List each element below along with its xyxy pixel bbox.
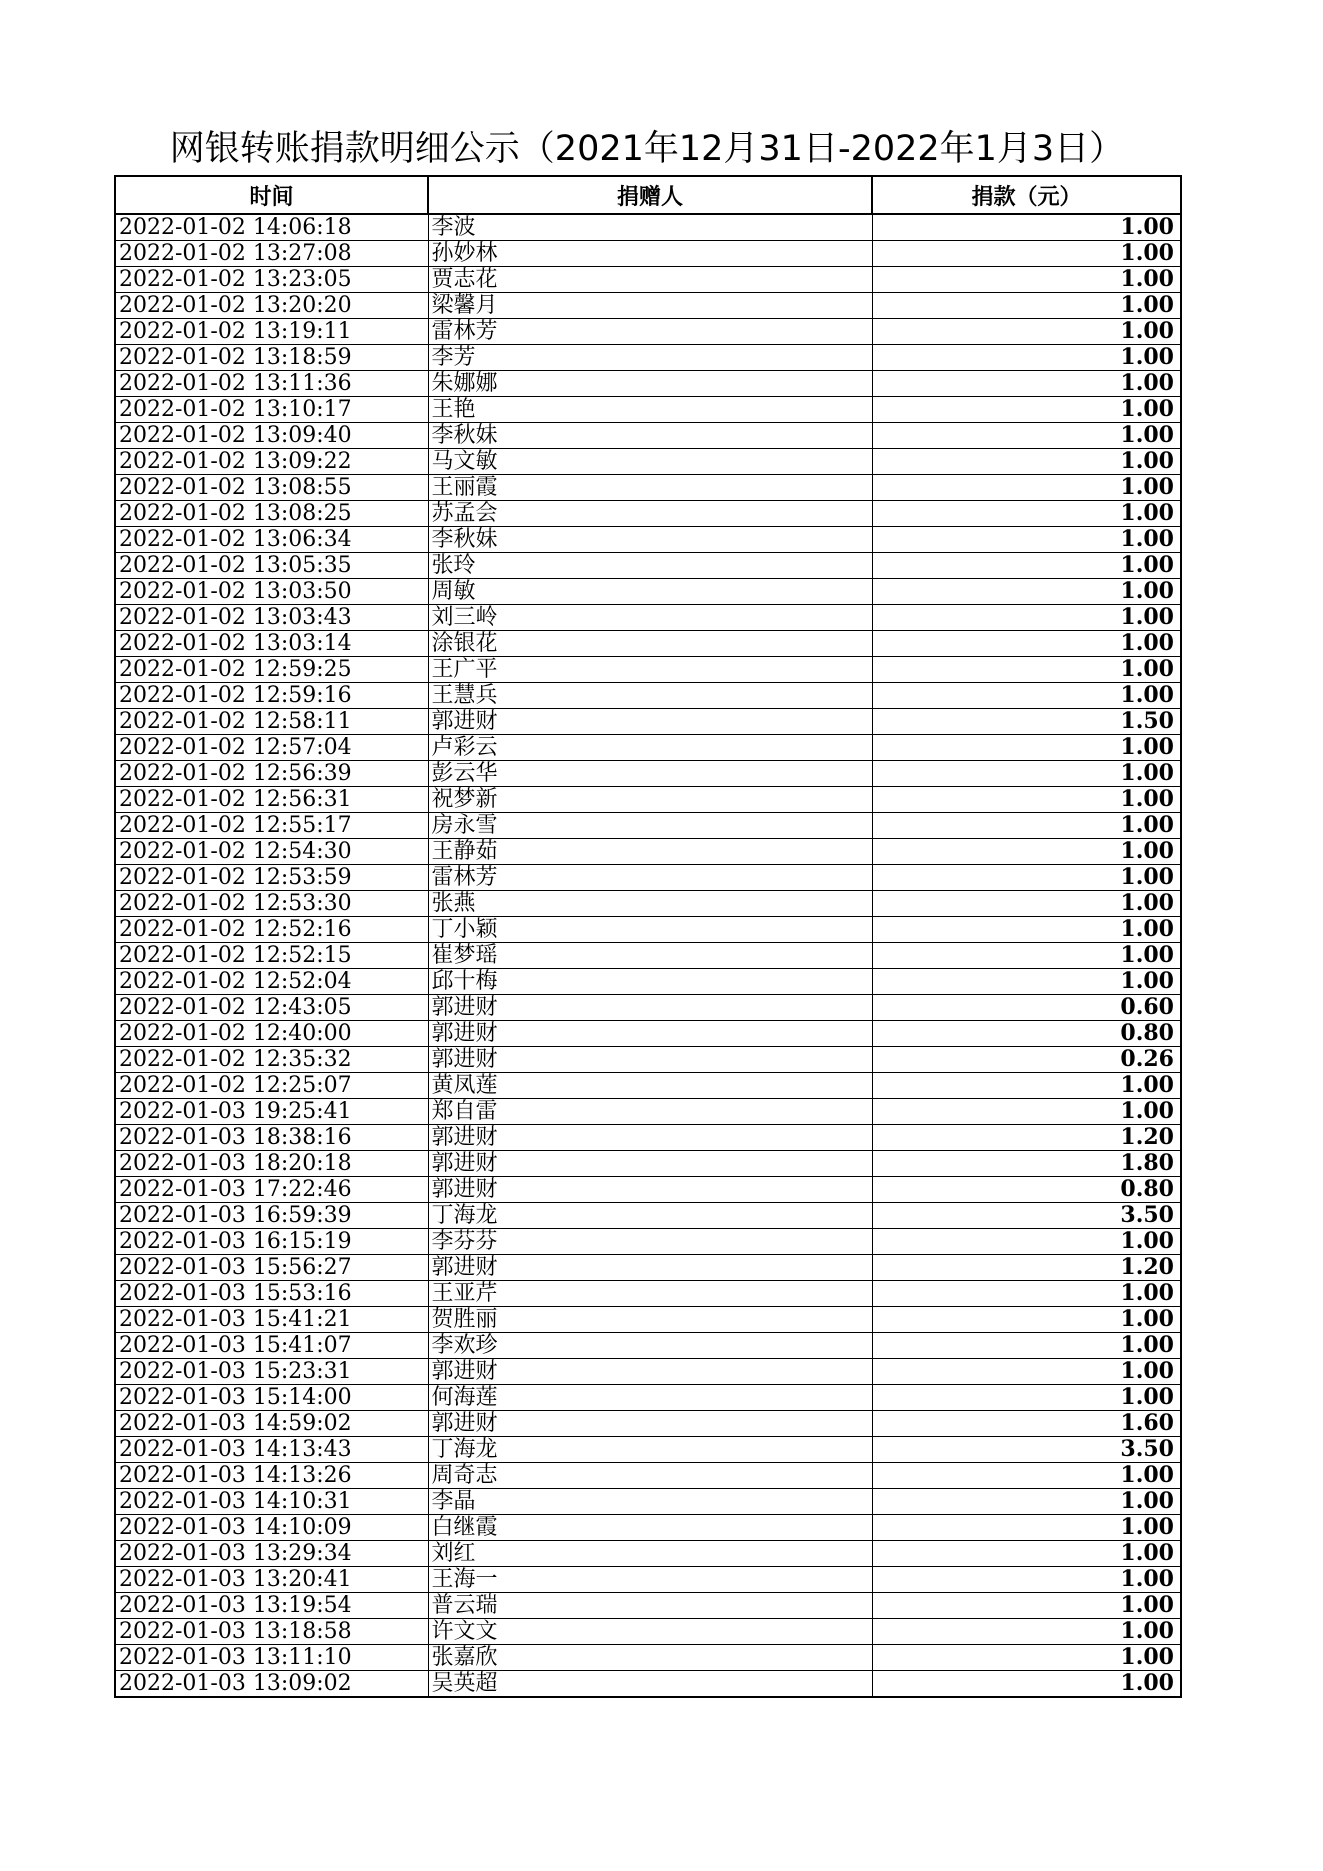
donor-cell: 普云瑞 <box>428 1593 872 1619</box>
table-row <box>115 969 1181 995</box>
donor-cell: 黄凤莲 <box>428 1073 872 1099</box>
table-row <box>115 345 1181 371</box>
table-row <box>115 397 1181 423</box>
amount-cell: 1.00 <box>872 1073 1181 1099</box>
time-cell: 2022-01-02 12:52:16 <box>115 917 428 943</box>
time-cell: 2022-01-02 13:05:35 <box>115 553 428 579</box>
table-row <box>115 1463 1181 1489</box>
amount-cell: 1.00 <box>872 813 1181 839</box>
donor-cell: 雷林芳 <box>428 319 872 345</box>
amount-cell: 1.00 <box>872 423 1181 449</box>
table-row <box>115 214 1181 241</box>
donor-cell: 崔梦瑶 <box>428 943 872 969</box>
donor-cell: 李芬芬 <box>428 1229 872 1255</box>
time-cell: 2022-01-02 12:54:30 <box>115 839 428 865</box>
time-cell: 2022-01-02 13:10:17 <box>115 397 428 423</box>
donor-cell: 王丽霞 <box>428 475 872 501</box>
time-cell: 2022-01-02 12:52:15 <box>115 943 428 969</box>
table-row <box>115 1047 1181 1073</box>
donor-cell: 吴英超 <box>428 1671 872 1698</box>
donor-cell: 马文敏 <box>428 449 872 475</box>
time-cell: 2022-01-02 14:06:18 <box>115 214 428 241</box>
donor-cell: 李秋妹 <box>428 423 872 449</box>
amount-cell: 1.00 <box>872 1281 1181 1307</box>
donor-cell: 贺胜丽 <box>428 1307 872 1333</box>
table-row <box>115 267 1181 293</box>
amount-cell: 1.80 <box>872 1151 1181 1177</box>
donor-cell: 刘三岭 <box>428 605 872 631</box>
donor-cell: 李欢珍 <box>428 1333 872 1359</box>
table-row <box>115 865 1181 891</box>
amount-cell: 0.60 <box>872 995 1181 1021</box>
donor-cell: 王广平 <box>428 657 872 683</box>
amount-cell: 1.00 <box>872 397 1181 423</box>
donor-cell: 孙妙林 <box>428 241 872 267</box>
table-row <box>115 761 1181 787</box>
time-cell: 2022-01-03 13:18:58 <box>115 1619 428 1645</box>
time-cell: 2022-01-02 13:18:59 <box>115 345 428 371</box>
amount-cell: 1.00 <box>872 345 1181 371</box>
donor-cell: 雷林芳 <box>428 865 872 891</box>
time-cell: 2022-01-02 12:58:11 <box>115 709 428 735</box>
donor-cell: 郭进财 <box>428 1359 872 1385</box>
table-row <box>115 995 1181 1021</box>
time-cell: 2022-01-02 13:03:50 <box>115 579 428 605</box>
amount-cell: 1.00 <box>872 1671 1181 1698</box>
table-row <box>115 839 1181 865</box>
table-row <box>115 501 1181 527</box>
amount-cell: 1.00 <box>872 1489 1181 1515</box>
amount-cell: 1.00 <box>872 917 1181 943</box>
time-cell: 2022-01-03 15:41:21 <box>115 1307 428 1333</box>
time-cell: 2022-01-03 17:22:46 <box>115 1177 428 1203</box>
amount-cell: 1.00 <box>872 1099 1181 1125</box>
table-row <box>115 787 1181 813</box>
header-time: 时间 <box>115 176 428 214</box>
table-row <box>115 527 1181 553</box>
table-row <box>115 1593 1181 1619</box>
time-cell: 2022-01-03 15:14:00 <box>115 1385 428 1411</box>
amount-cell: 1.00 <box>872 241 1181 267</box>
time-cell: 2022-01-02 13:11:36 <box>115 371 428 397</box>
donor-cell: 丁小颖 <box>428 917 872 943</box>
table-row <box>115 1671 1181 1698</box>
table-row <box>115 1307 1181 1333</box>
table-row <box>115 1255 1181 1281</box>
amount-cell: 1.00 <box>872 1515 1181 1541</box>
amount-cell: 1.00 <box>872 1385 1181 1411</box>
time-cell: 2022-01-02 12:56:39 <box>115 761 428 787</box>
time-cell: 2022-01-03 13:11:10 <box>115 1645 428 1671</box>
amount-cell: 1.20 <box>872 1255 1181 1281</box>
time-cell: 2022-01-03 19:25:41 <box>115 1099 428 1125</box>
time-cell: 2022-01-02 12:53:59 <box>115 865 428 891</box>
amount-cell: 1.00 <box>872 293 1181 319</box>
time-cell: 2022-01-02 12:43:05 <box>115 995 428 1021</box>
table-row <box>115 553 1181 579</box>
table-row <box>115 709 1181 735</box>
table-row <box>115 1229 1181 1255</box>
amount-cell: 1.00 <box>872 683 1181 709</box>
donor-cell: 李晶 <box>428 1489 872 1515</box>
table-row <box>115 241 1181 267</box>
donor-cell: 郭进财 <box>428 1047 872 1073</box>
donor-cell: 苏孟会 <box>428 501 872 527</box>
donor-cell: 王海一 <box>428 1567 872 1593</box>
amount-cell: 1.00 <box>872 1645 1181 1671</box>
time-cell: 2022-01-02 12:59:16 <box>115 683 428 709</box>
header-amount: 捐款（元） <box>872 176 1181 214</box>
table-row <box>115 1151 1181 1177</box>
amount-cell: 1.00 <box>872 527 1181 553</box>
table-row <box>115 631 1181 657</box>
table-row <box>115 1177 1181 1203</box>
amount-cell: 0.26 <box>872 1047 1181 1073</box>
donor-cell: 郑自雷 <box>428 1099 872 1125</box>
table-row <box>115 1281 1181 1307</box>
time-cell: 2022-01-02 13:20:20 <box>115 293 428 319</box>
table-row <box>115 1645 1181 1671</box>
time-cell: 2022-01-02 12:56:31 <box>115 787 428 813</box>
time-cell: 2022-01-02 13:09:40 <box>115 423 428 449</box>
amount-cell: 1.20 <box>872 1125 1181 1151</box>
time-cell: 2022-01-03 15:56:27 <box>115 1255 428 1281</box>
time-cell: 2022-01-02 12:40:00 <box>115 1021 428 1047</box>
amount-cell: 1.50 <box>872 709 1181 735</box>
amount-cell: 0.80 <box>872 1177 1181 1203</box>
amount-cell: 1.00 <box>872 787 1181 813</box>
table-row <box>115 423 1181 449</box>
table-row <box>115 1567 1181 1593</box>
time-cell: 2022-01-02 12:55:17 <box>115 813 428 839</box>
table-row <box>115 449 1181 475</box>
table-row <box>115 891 1181 917</box>
table-row <box>115 1021 1181 1047</box>
amount-cell: 1.00 <box>872 969 1181 995</box>
amount-cell: 1.00 <box>872 553 1181 579</box>
amount-cell: 1.00 <box>872 1463 1181 1489</box>
donor-cell: 张玲 <box>428 553 872 579</box>
donor-cell: 王亚芹 <box>428 1281 872 1307</box>
table-header-row <box>115 176 1181 214</box>
donor-cell: 郭进财 <box>428 1125 872 1151</box>
table-row <box>115 1437 1181 1463</box>
amount-cell: 1.00 <box>872 839 1181 865</box>
donor-cell: 许文文 <box>428 1619 872 1645</box>
donor-cell: 郭进财 <box>428 1411 872 1437</box>
time-cell: 2022-01-03 18:20:18 <box>115 1151 428 1177</box>
amount-cell: 1.00 <box>872 631 1181 657</box>
table-row <box>115 579 1181 605</box>
amount-cell: 1.00 <box>872 579 1181 605</box>
donor-cell: 郭进财 <box>428 995 872 1021</box>
time-cell: 2022-01-02 12:57:04 <box>115 735 428 761</box>
amount-cell: 1.00 <box>872 657 1181 683</box>
table-row <box>115 735 1181 761</box>
table-row <box>115 917 1181 943</box>
amount-cell: 1.00 <box>872 501 1181 527</box>
donor-cell: 邱十梅 <box>428 969 872 995</box>
donor-cell: 丁海龙 <box>428 1437 872 1463</box>
table-row <box>115 1359 1181 1385</box>
donor-cell: 周敏 <box>428 579 872 605</box>
amount-cell: 1.60 <box>872 1411 1181 1437</box>
donor-cell: 卢彩云 <box>428 735 872 761</box>
table-row <box>115 1515 1181 1541</box>
donor-cell: 周奇志 <box>428 1463 872 1489</box>
amount-cell: 1.00 <box>872 1229 1181 1255</box>
donor-cell: 祝梦新 <box>428 787 872 813</box>
table-row <box>115 1489 1181 1515</box>
table-row <box>115 371 1181 397</box>
donor-cell: 张嘉欣 <box>428 1645 872 1671</box>
time-cell: 2022-01-02 12:25:07 <box>115 1073 428 1099</box>
time-cell: 2022-01-03 13:20:41 <box>115 1567 428 1593</box>
amount-cell: 1.00 <box>872 449 1181 475</box>
donor-cell: 郭进财 <box>428 1151 872 1177</box>
time-cell: 2022-01-03 13:09:02 <box>115 1671 428 1698</box>
header-donor: 捐赠人 <box>428 176 872 214</box>
donor-cell: 王静茹 <box>428 839 872 865</box>
time-cell: 2022-01-02 13:03:14 <box>115 631 428 657</box>
donor-cell: 郭进财 <box>428 1021 872 1047</box>
donor-cell: 刘红 <box>428 1541 872 1567</box>
donor-cell: 王慧兵 <box>428 683 872 709</box>
table-row <box>115 1099 1181 1125</box>
donor-cell: 张燕 <box>428 891 872 917</box>
donor-cell: 李秋妹 <box>428 527 872 553</box>
donor-cell: 白继霞 <box>428 1515 872 1541</box>
amount-cell: 1.00 <box>872 943 1181 969</box>
donor-cell: 彭云华 <box>428 761 872 787</box>
donor-cell: 郭进财 <box>428 1255 872 1281</box>
time-cell: 2022-01-03 14:10:09 <box>115 1515 428 1541</box>
time-cell: 2022-01-03 14:13:43 <box>115 1437 428 1463</box>
page-title: 网银转账捐款明细公示（2021年12月31日-2022年1月3日） <box>169 129 1125 169</box>
amount-cell: 1.00 <box>872 1619 1181 1645</box>
donor-cell: 李波 <box>428 214 872 241</box>
table-row <box>115 657 1181 683</box>
time-cell: 2022-01-03 14:13:26 <box>115 1463 428 1489</box>
time-cell: 2022-01-02 13:03:43 <box>115 605 428 631</box>
table-row <box>115 1541 1181 1567</box>
time-cell: 2022-01-02 13:19:11 <box>115 319 428 345</box>
donor-cell: 朱娜娜 <box>428 371 872 397</box>
donor-cell: 丁海龙 <box>428 1203 872 1229</box>
table-row <box>115 813 1181 839</box>
amount-cell: 1.00 <box>872 735 1181 761</box>
table-row <box>115 1073 1181 1099</box>
time-cell: 2022-01-03 15:23:31 <box>115 1359 428 1385</box>
donor-cell: 郭进财 <box>428 709 872 735</box>
amount-cell: 1.00 <box>872 475 1181 501</box>
donor-cell: 房永雪 <box>428 813 872 839</box>
time-cell: 2022-01-02 12:53:30 <box>115 891 428 917</box>
table-row <box>115 943 1181 969</box>
donor-cell: 何海莲 <box>428 1385 872 1411</box>
time-cell: 2022-01-03 13:29:34 <box>115 1541 428 1567</box>
time-cell: 2022-01-03 15:53:16 <box>115 1281 428 1307</box>
donor-cell: 贾志花 <box>428 267 872 293</box>
donation-table <box>114 175 1182 1698</box>
table-row <box>115 293 1181 319</box>
time-cell: 2022-01-02 13:09:22 <box>115 449 428 475</box>
time-cell: 2022-01-03 14:59:02 <box>115 1411 428 1437</box>
donor-cell: 梁馨月 <box>428 293 872 319</box>
amount-cell: 1.00 <box>872 1359 1181 1385</box>
amount-cell: 0.80 <box>872 1021 1181 1047</box>
amount-cell: 1.00 <box>872 371 1181 397</box>
table-row <box>115 475 1181 501</box>
donor-cell: 王艳 <box>428 397 872 423</box>
time-cell: 2022-01-02 13:08:25 <box>115 501 428 527</box>
time-cell: 2022-01-02 12:52:04 <box>115 969 428 995</box>
table-row <box>115 1125 1181 1151</box>
amount-cell: 3.50 <box>872 1437 1181 1463</box>
amount-cell: 1.00 <box>872 267 1181 293</box>
amount-cell: 3.50 <box>872 1203 1181 1229</box>
time-cell: 2022-01-03 18:38:16 <box>115 1125 428 1151</box>
time-cell: 2022-01-02 12:35:32 <box>115 1047 428 1073</box>
amount-cell: 1.00 <box>872 214 1181 241</box>
table-row <box>115 319 1181 345</box>
donor-cell: 涂银花 <box>428 631 872 657</box>
time-cell: 2022-01-03 14:10:31 <box>115 1489 428 1515</box>
time-cell: 2022-01-02 13:06:34 <box>115 527 428 553</box>
table-row <box>115 1411 1181 1437</box>
amount-cell: 1.00 <box>872 319 1181 345</box>
time-cell: 2022-01-03 15:41:07 <box>115 1333 428 1359</box>
amount-cell: 1.00 <box>872 605 1181 631</box>
amount-cell: 1.00 <box>872 1593 1181 1619</box>
table-row <box>115 605 1181 631</box>
table-row <box>115 1333 1181 1359</box>
amount-cell: 1.00 <box>872 1567 1181 1593</box>
table-row <box>115 1385 1181 1411</box>
time-cell: 2022-01-03 13:19:54 <box>115 1593 428 1619</box>
time-cell: 2022-01-02 13:08:55 <box>115 475 428 501</box>
amount-cell: 1.00 <box>872 1307 1181 1333</box>
amount-cell: 1.00 <box>872 865 1181 891</box>
donor-cell: 李芳 <box>428 345 872 371</box>
amount-cell: 1.00 <box>872 1333 1181 1359</box>
donor-cell: 郭进财 <box>428 1177 872 1203</box>
time-cell: 2022-01-02 13:23:05 <box>115 267 428 293</box>
time-cell: 2022-01-02 12:59:25 <box>115 657 428 683</box>
table-row <box>115 683 1181 709</box>
amount-cell: 1.00 <box>872 761 1181 787</box>
table-body <box>115 214 1181 1697</box>
amount-cell: 1.00 <box>872 1541 1181 1567</box>
table-row <box>115 1203 1181 1229</box>
table-row <box>115 1619 1181 1645</box>
time-cell: 2022-01-03 16:59:39 <box>115 1203 428 1229</box>
amount-cell: 1.00 <box>872 891 1181 917</box>
time-cell: 2022-01-02 13:27:08 <box>115 241 428 267</box>
time-cell: 2022-01-03 16:15:19 <box>115 1229 428 1255</box>
